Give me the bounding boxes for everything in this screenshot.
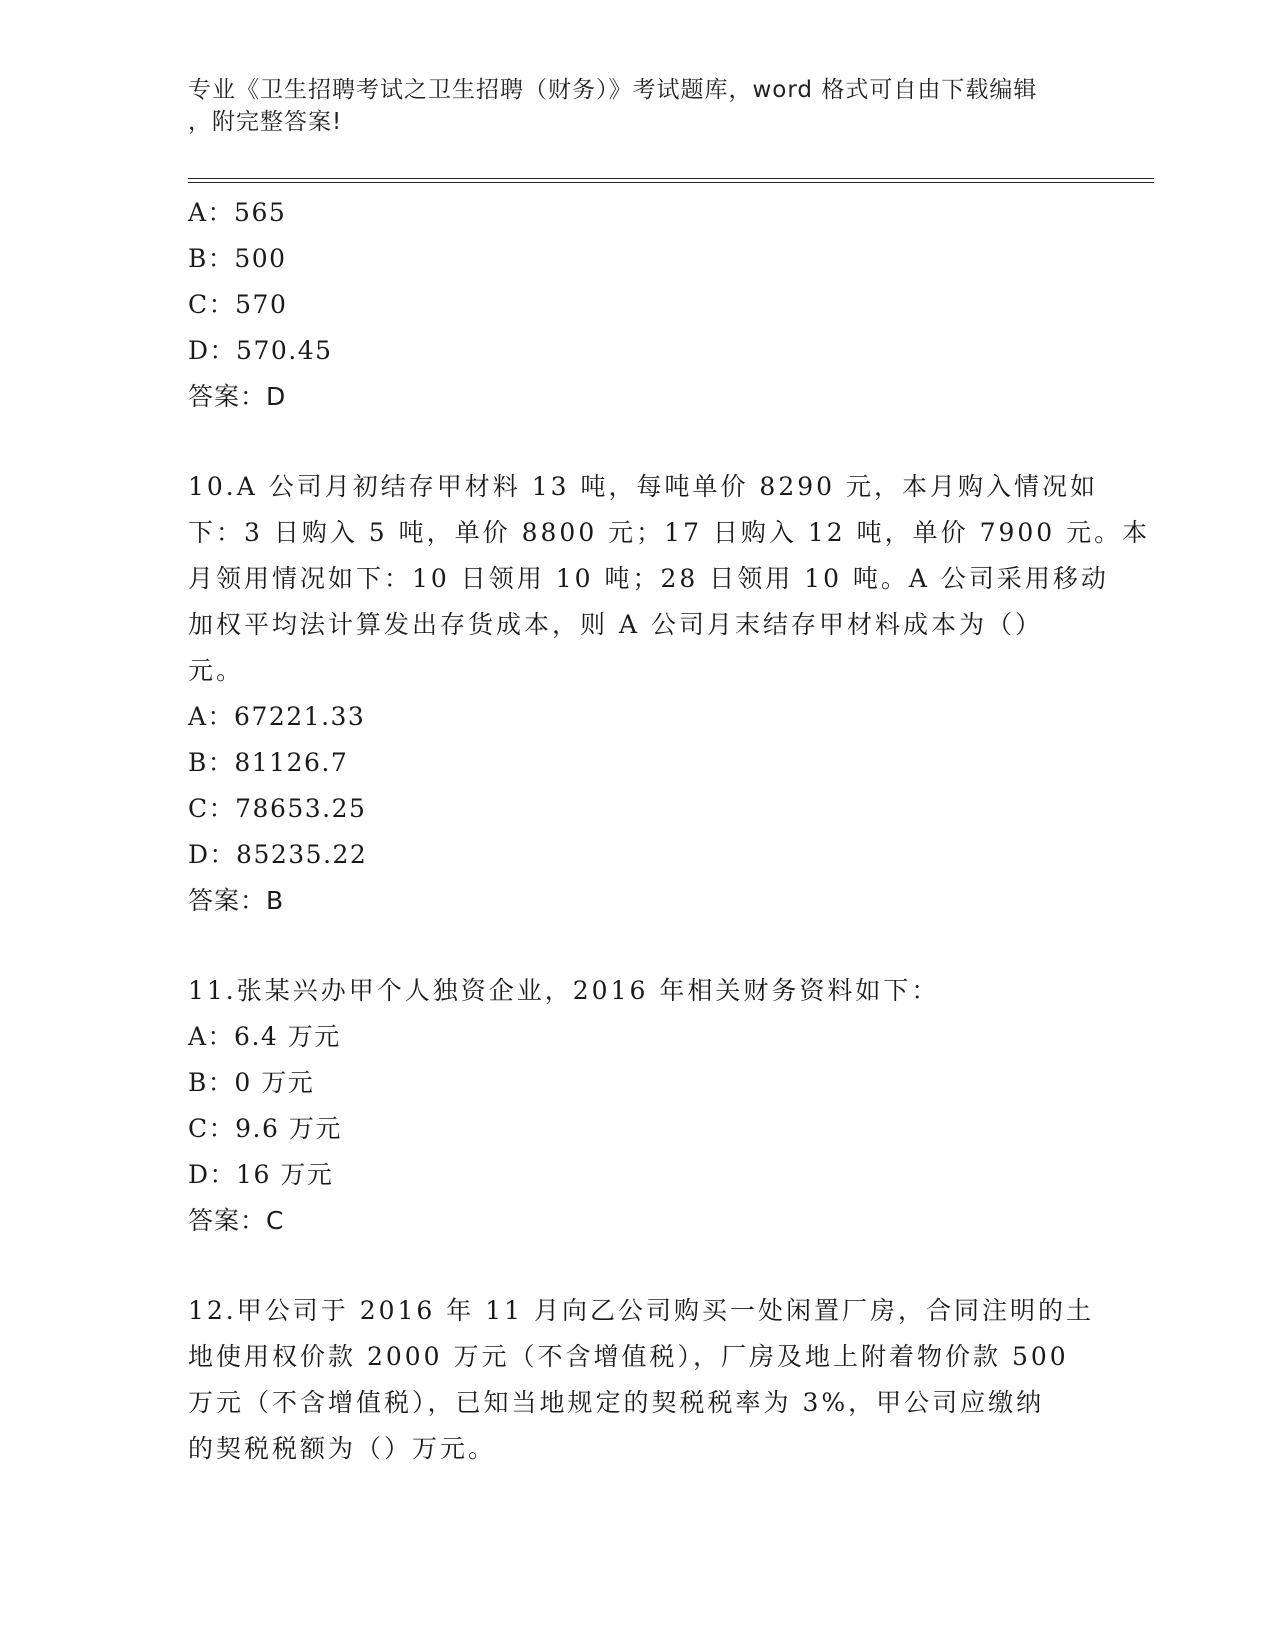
question-text: [188, 1288, 1094, 1472]
question-line: 10.A 公司月初结存甲材料 13 吨，每吨单价 8290 元，本月购入情况如: [188, 472, 1098, 501]
question-line: 下：3 日购入 5 吨，单价 8800 元；17 日购入 12 吨，单价 7900 元。本: [188, 518, 1151, 547]
spacer: [188, 420, 1088, 464]
question-content: [188, 190, 1151, 1472]
question-line: 加权平均法计算发出存货成本，则 A 公司月末结存甲材料成本为（）: [188, 610, 1043, 639]
question-line: 元。: [188, 656, 245, 685]
option-b: B：500: [188, 244, 287, 273]
option-d: D：85235.22: [188, 840, 368, 869]
question-line: 11.张某兴办甲个人独资企业，2016 年相关财务资料如下：: [188, 976, 940, 1005]
answer: 答案：D: [188, 382, 287, 411]
page-header: [188, 74, 1068, 138]
header-line-1: 专业《卫生招聘考试之卫生招聘（财务）》考试题库，word 格式可自由下载编辑: [188, 77, 1038, 103]
option-c: C：78653.25: [188, 794, 367, 823]
question-12: [188, 1288, 1094, 1472]
spacer: [188, 1244, 1088, 1288]
question-line: 地使用权价款 2000 万元（不含增值税），厂房及地上附着物价款 500: [188, 1342, 1069, 1371]
question-line: 月领用情况如下：10 日领用 10 吨；28 日领用 10 吨。A 公司采用移动: [188, 564, 1109, 593]
answer: 答案：B: [188, 886, 285, 915]
question-line: 万元（不含增值税），已知当地规定的契税税率为 3%，甲公司应缴纳: [188, 1388, 1045, 1417]
option-a: A：67221.33: [188, 702, 366, 731]
option-c: C：9.6 万元: [188, 1114, 342, 1143]
header-divider: [188, 178, 1154, 183]
answer: 答案：C: [188, 1206, 285, 1235]
option-c: C：570: [188, 290, 288, 319]
question-text: [188, 464, 1151, 694]
question-line: 的契税税额为（）万元。: [188, 1434, 497, 1463]
option-a: A：6.4 万元: [188, 1022, 341, 1051]
question-line: 12.甲公司于 2016 年 11 月向乙公司购买一处闲置厂房，合同注明的土: [188, 1296, 1094, 1325]
question-text: [188, 968, 1088, 1014]
question-9: [188, 190, 1088, 420]
option-b: B：81126.7: [188, 748, 349, 777]
question-10: [188, 464, 1151, 924]
question-11: [188, 968, 1088, 1244]
option-a: A：565: [188, 198, 287, 227]
option-d: D：570.45: [188, 336, 333, 365]
option-b: B：0 万元: [188, 1068, 315, 1097]
option-d: D：16 万元: [188, 1160, 334, 1189]
header-line-2: ，附完整答案!: [188, 109, 343, 135]
spacer: [188, 924, 1088, 968]
